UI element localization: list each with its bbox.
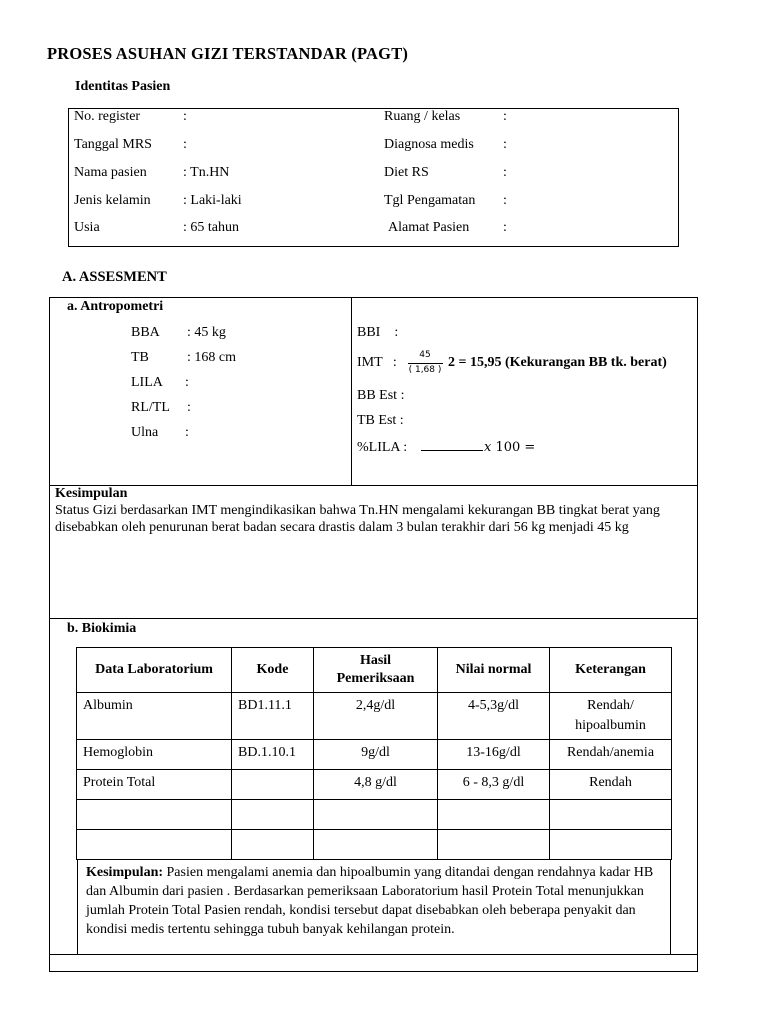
id-value-usia: : 65 tahun [183, 220, 239, 235]
lab-cell [232, 830, 314, 860]
lab-cell [550, 800, 672, 830]
lab-header-kode: Kode [232, 648, 314, 693]
imt-result: 2 = 15,95 (Kekurangan BB tk. berat) [448, 355, 667, 370]
lab-cell: Hemoglobin [77, 740, 232, 770]
lab-cell: 2,4g/dl [314, 693, 438, 740]
antro-label-rltl: RL/TL [131, 400, 170, 415]
identitas-box [68, 108, 679, 247]
antro-divider [351, 298, 352, 486]
id-label-ruang: Ruang / kelas [384, 109, 461, 124]
antropometri-heading: a. Antropometri [67, 299, 164, 314]
lab-cell: Albumin [77, 693, 232, 740]
lab-cell: BD1.11.1 [232, 693, 314, 740]
lab-cell [232, 770, 314, 800]
lab-cell: Rendah/ hipoalbumin [550, 693, 672, 740]
bbi-label: BBI : [357, 325, 399, 340]
lab-cell [77, 830, 232, 860]
biokimia-heading: b. Biokimia [67, 621, 137, 636]
kesimpulan-bottom-line [50, 618, 697, 619]
antro-label-lila: LILA [131, 375, 163, 390]
id-label-nama: Nama pasien [74, 165, 147, 180]
id-label-jenis: Jenis kelamin [74, 193, 151, 208]
lab-table-header [77, 648, 672, 693]
lab-cell [438, 800, 550, 830]
id-label-diagnosa: Diagnosa medis [384, 137, 474, 152]
kesimpulan-biokimia-body: Pasien mengalami anemia dan hipoalbumin yang ditandai dengan rendahnya kadar HB dan Albumin dari pasien . Berdasarkan pemeriksaan Laboratorium hasil Protein Total menunjukkan jumlah Protein Total Pasien rendah, kondisi tersebut dapat disebabkan oleh beberapa penyakit dan kondisi medis tertentu sehingga tubuh banyak kehilangan protein. [86, 865, 654, 937]
antro-value-rltl: : [187, 400, 191, 415]
lab-cell [550, 830, 672, 860]
id-value-diagnosa: : [503, 137, 507, 152]
lab-cell: 4-5,3g/dl [438, 693, 550, 740]
antro-value-tb: : 168 cm [187, 350, 236, 365]
lab-cell: 4,8 g/dl [314, 770, 438, 800]
lila-fraction-bar [421, 450, 483, 451]
lab-table [76, 647, 672, 860]
antro-bottom-line [50, 485, 697, 486]
lab-cell: Rendah/anemia [550, 740, 672, 770]
id-value-alamat: : [503, 220, 507, 235]
lila-formula: 𝑥 100 = [484, 440, 536, 455]
id-value-tgl: : [503, 193, 507, 208]
bb-est-label: BB Est : [357, 388, 405, 403]
lab-header-data: Data Laboratorium [77, 648, 232, 693]
lila-label: %LILA : [357, 440, 408, 455]
lab-cell [314, 830, 438, 860]
table-row [77, 830, 672, 860]
lab-cell [314, 800, 438, 830]
id-label-register: No. register [74, 109, 141, 124]
id-label-tanggal: Tanggal MRS [74, 137, 152, 152]
assessment-heading: A. ASSESMENT [62, 269, 167, 285]
table-row [77, 800, 672, 830]
lab-cell: 13-16g/dl [438, 740, 550, 770]
lab-header-hasil: Hasil Pemeriksaan [314, 648, 438, 693]
id-value-jenis: : Laki-laki [183, 193, 242, 208]
id-value-diet: : [503, 165, 507, 180]
antro-value-lila: : [185, 375, 189, 390]
kesimpulan-antro-text: Status Gizi berdasarkan IMT mengindikasikan bahwa Tn.HN mengalami kekurangan BB tingkat berat yang disebabkan oleh penurunan berat badan secara drastis dalam 3 bulan terakhir dari 56 kg menjadi 45 kg [55, 503, 660, 535]
imt-numerator: 45 [419, 350, 431, 360]
page-title: PROSES ASUHAN GIZI TERSTANDAR (PAGT) [47, 44, 409, 63]
antro-value-bba: : 45 kg [187, 325, 226, 340]
antro-label-ulna: Ulna [131, 425, 159, 440]
id-label-tgl: Tgl Pengamatan [384, 193, 476, 208]
antro-value-ulna: : [185, 425, 189, 440]
kesimpulan-biokimia-box [77, 859, 671, 955]
lab-cell: 6 - 8,3 g/dl [438, 770, 550, 800]
lab-header-normal: Nilai normal [438, 648, 550, 693]
lab-cell: Rendah [550, 770, 672, 800]
kesimpulan-biokimia-text [86, 863, 662, 939]
lab-cell [77, 800, 232, 830]
kesimpulan-biokimia-label: Kesimpulan: [86, 865, 164, 880]
id-value-nama: : Tn.HN [183, 165, 230, 180]
lab-header-keterangan: Keterangan [550, 648, 672, 693]
id-value-tanggal: : [183, 137, 187, 152]
lab-cell: BD.1.10.1 [232, 740, 314, 770]
table-row [77, 740, 672, 770]
id-label-usia: Usia [74, 220, 100, 235]
id-value-ruang: : [503, 109, 507, 124]
table-row [77, 770, 672, 800]
id-label-alamat: Alamat Pasien [388, 220, 470, 235]
imt-label: IMT : [357, 355, 397, 370]
antro-label-tb: TB [131, 350, 149, 365]
id-value-register: : [183, 109, 187, 124]
imt-fraction-bar [408, 363, 443, 364]
id-label-diet: Diet RS [384, 165, 429, 180]
tb-est-label: TB Est : [357, 413, 404, 428]
antro-label-bba: BBA [131, 325, 160, 340]
lab-cell [232, 800, 314, 830]
identitas-heading: Identitas Pasien [75, 79, 171, 94]
lab-cell: 9g/dl [314, 740, 438, 770]
imt-denominator: ( 1,68 ) [408, 365, 442, 375]
table-row [77, 693, 672, 740]
kesimpulan-antro-heading: Kesimpulan [55, 486, 128, 501]
lab-cell: Protein Total [77, 770, 232, 800]
lab-cell [438, 830, 550, 860]
